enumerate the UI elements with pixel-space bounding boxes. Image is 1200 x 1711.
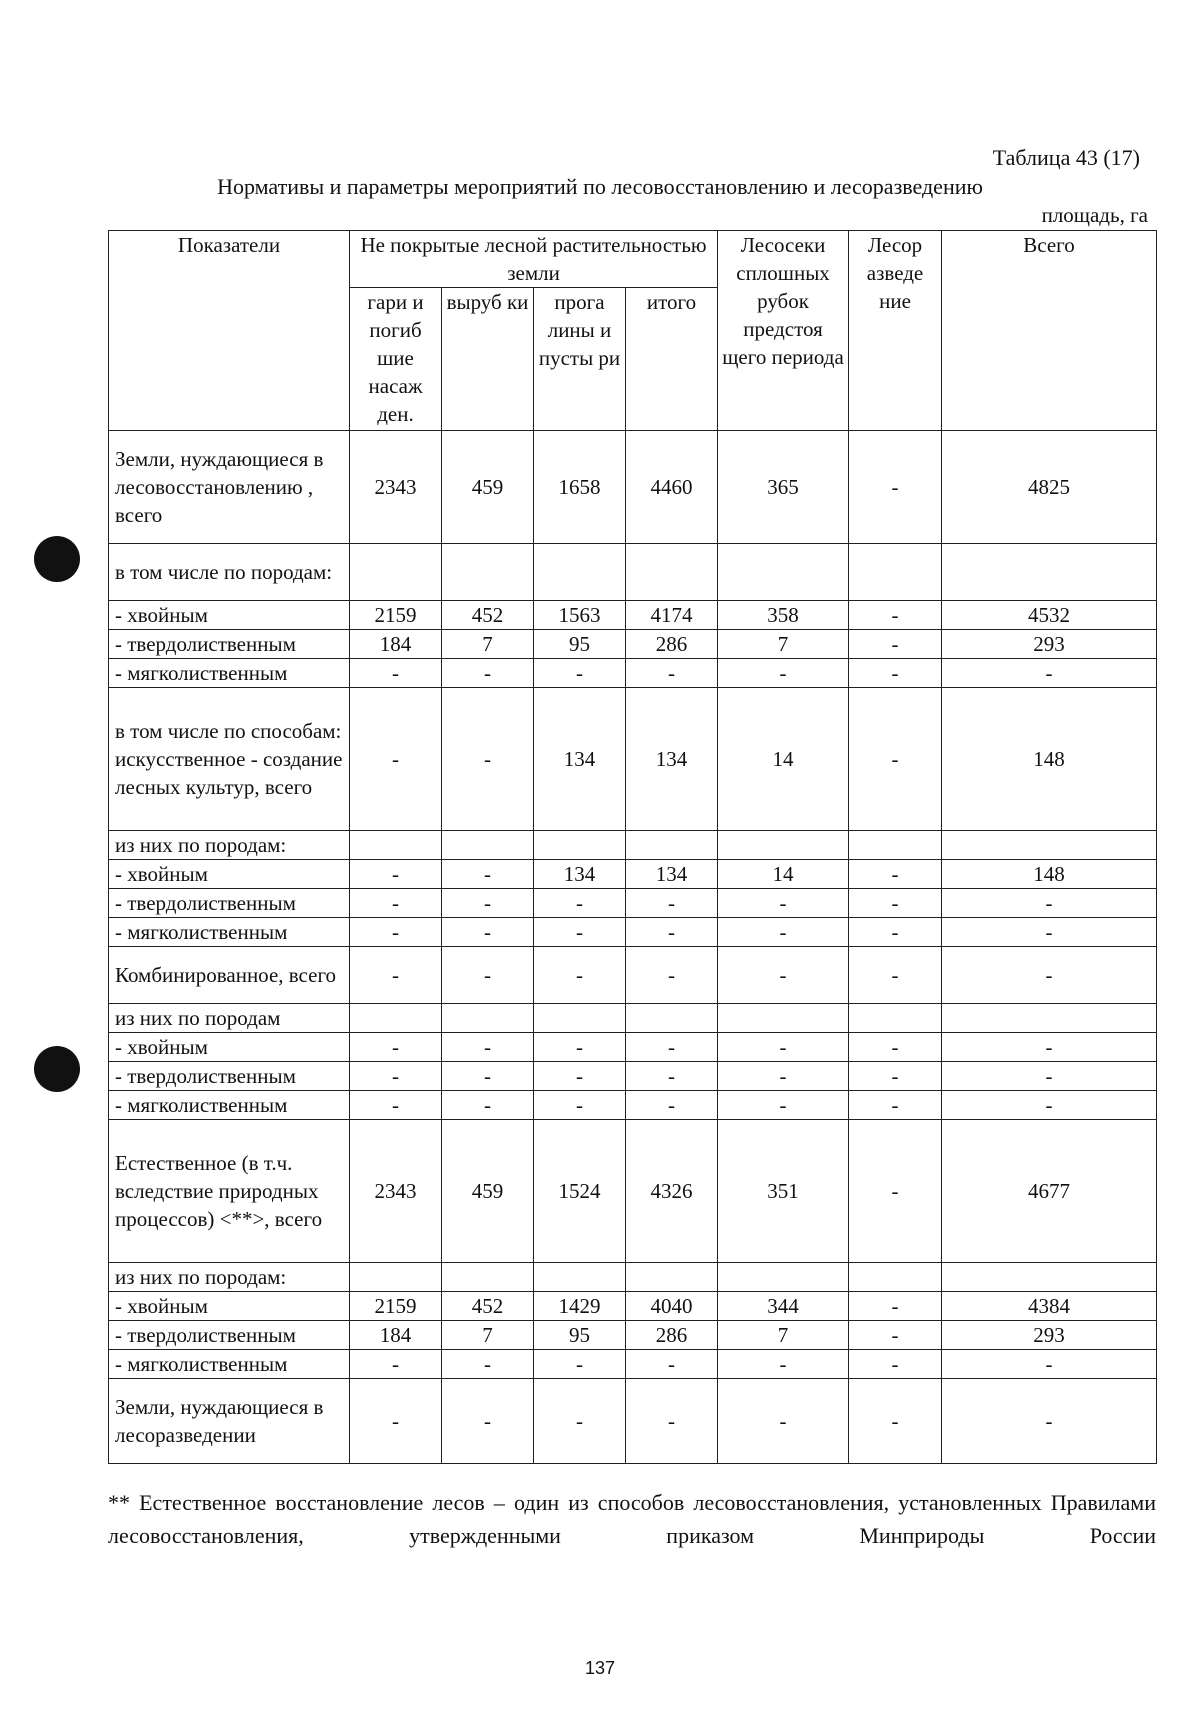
row-label: - хвойным bbox=[109, 1292, 350, 1321]
table-cell: - bbox=[942, 1379, 1157, 1464]
table-cell: - bbox=[534, 947, 626, 1004]
table-cell: - bbox=[942, 947, 1157, 1004]
table-row bbox=[109, 1292, 1157, 1321]
row-label: - мягколиственным bbox=[109, 659, 350, 688]
table-cell: - bbox=[534, 659, 626, 688]
table-cell: 184 bbox=[350, 1321, 442, 1350]
table-cell bbox=[534, 831, 626, 860]
table-cell: 4532 bbox=[942, 601, 1157, 630]
table-row bbox=[109, 1120, 1157, 1263]
table-cell: - bbox=[849, 1350, 942, 1379]
table-cell: - bbox=[350, 1033, 442, 1062]
table-cell: - bbox=[849, 630, 942, 659]
row-label: из них по породам bbox=[109, 1004, 350, 1033]
table-cell: - bbox=[442, 1379, 534, 1464]
table-cell bbox=[849, 544, 942, 601]
table-cell: - bbox=[534, 1033, 626, 1062]
table-cell: - bbox=[442, 1033, 534, 1062]
table-cell: - bbox=[718, 1350, 849, 1379]
table-cell: 184 bbox=[350, 630, 442, 659]
table-cell: 7 bbox=[442, 1321, 534, 1350]
table-cell: - bbox=[350, 947, 442, 1004]
table-cell bbox=[626, 1004, 718, 1033]
row-label: - хвойным bbox=[109, 1033, 350, 1062]
header-uncovered-lands: Не покрытые лесной растительностью земли bbox=[350, 231, 718, 288]
table-row bbox=[109, 1004, 1157, 1033]
table-cell: 293 bbox=[942, 1321, 1157, 1350]
table-row bbox=[109, 1263, 1157, 1292]
table-cell: - bbox=[626, 1033, 718, 1062]
table-cell: - bbox=[626, 1350, 718, 1379]
table-cell: 1658 bbox=[534, 431, 626, 544]
table-row bbox=[109, 659, 1157, 688]
table-cell bbox=[849, 831, 942, 860]
table-cell: - bbox=[718, 918, 849, 947]
table-cell: - bbox=[534, 1091, 626, 1120]
table-cell: - bbox=[442, 860, 534, 889]
table-cell: 365 bbox=[718, 431, 849, 544]
table-row bbox=[109, 831, 1157, 860]
table-cell bbox=[626, 1263, 718, 1292]
table-cell: 134 bbox=[626, 860, 718, 889]
table-cell bbox=[350, 1004, 442, 1033]
header-clearcuts: выруб ки bbox=[442, 288, 534, 431]
footnote: ** Естественное восстановление лесов – один из способов лесовосстановления, установленных Правилами лесовосстановления, утвержденными приказом Минприроды России bbox=[108, 1490, 1156, 1548]
table-cell: - bbox=[350, 659, 442, 688]
table-cell bbox=[350, 544, 442, 601]
table-cell: 134 bbox=[534, 688, 626, 831]
table-cell bbox=[942, 1263, 1157, 1292]
table-row bbox=[109, 1033, 1157, 1062]
table-cell: - bbox=[626, 659, 718, 688]
table-cell: 286 bbox=[626, 630, 718, 659]
table-cell: - bbox=[849, 601, 942, 630]
table-row bbox=[109, 1321, 1157, 1350]
table-cell: - bbox=[626, 889, 718, 918]
table-cell: - bbox=[534, 889, 626, 918]
table-cell: - bbox=[718, 947, 849, 1004]
binder-hole-top bbox=[34, 536, 80, 582]
table-cell: - bbox=[849, 1321, 942, 1350]
table-cell bbox=[442, 544, 534, 601]
table-cell bbox=[626, 831, 718, 860]
table-cell: - bbox=[350, 1062, 442, 1091]
table-cell: 4040 bbox=[626, 1292, 718, 1321]
table-cell: 4677 bbox=[942, 1120, 1157, 1263]
table-cell: - bbox=[626, 918, 718, 947]
table-cell: 452 bbox=[442, 1292, 534, 1321]
data-table bbox=[108, 230, 1157, 1464]
header-total: Всего bbox=[942, 231, 1157, 431]
table-cell: 7 bbox=[718, 630, 849, 659]
table-cell: 2159 bbox=[350, 1292, 442, 1321]
table-row bbox=[109, 1350, 1157, 1379]
table-cell: - bbox=[626, 947, 718, 1004]
binder-hole-bottom bbox=[34, 1046, 80, 1092]
table-cell: 286 bbox=[626, 1321, 718, 1350]
table-cell: 1524 bbox=[534, 1120, 626, 1263]
row-label: в том числе по способам: искусственное - создание лесных культур, всего bbox=[109, 688, 350, 831]
row-label: - твердолиственным bbox=[109, 1062, 350, 1091]
row-label: - мягколиственным bbox=[109, 1350, 350, 1379]
table-cell: 7 bbox=[442, 630, 534, 659]
table-cell: - bbox=[718, 1062, 849, 1091]
table-row bbox=[109, 1379, 1157, 1464]
table-row bbox=[109, 918, 1157, 947]
table-cell: 14 bbox=[718, 860, 849, 889]
table-cell: 2343 bbox=[350, 1120, 442, 1263]
table-cell: - bbox=[534, 1350, 626, 1379]
table-cell: 95 bbox=[534, 630, 626, 659]
table-cell: 2343 bbox=[350, 431, 442, 544]
header-upcoming-cuts: Лесосеки сплошных рубок предстоя щего периода bbox=[718, 231, 849, 431]
table-cell bbox=[626, 544, 718, 601]
table-cell: - bbox=[626, 1379, 718, 1464]
row-label: - хвойным bbox=[109, 601, 350, 630]
table-cell: - bbox=[849, 1033, 942, 1062]
table-cell bbox=[718, 544, 849, 601]
table-cell: - bbox=[350, 918, 442, 947]
table-cell: 1429 bbox=[534, 1292, 626, 1321]
table-cell: 134 bbox=[534, 860, 626, 889]
table-cell: 148 bbox=[942, 688, 1157, 831]
table-cell: - bbox=[718, 659, 849, 688]
table-cell bbox=[849, 1263, 942, 1292]
table-cell: - bbox=[942, 889, 1157, 918]
table-cell bbox=[942, 831, 1157, 860]
table-cell bbox=[442, 1263, 534, 1292]
units-label: площадь, га bbox=[1041, 203, 1148, 227]
table-cell: - bbox=[534, 918, 626, 947]
table-cell: - bbox=[849, 659, 942, 688]
table-cell: 7 bbox=[718, 1321, 849, 1350]
table-cell: - bbox=[849, 1120, 942, 1263]
table-cell bbox=[350, 831, 442, 860]
row-label: Комбинированное, всего bbox=[109, 947, 350, 1004]
table-cell: - bbox=[350, 1350, 442, 1379]
table-cell: 148 bbox=[942, 860, 1157, 889]
table-cell: - bbox=[849, 947, 942, 1004]
table-row bbox=[109, 601, 1157, 630]
table-cell: - bbox=[849, 688, 942, 831]
table-cell bbox=[942, 544, 1157, 601]
table-cell: - bbox=[849, 1379, 942, 1464]
table-cell: - bbox=[849, 1292, 942, 1321]
table-cell: - bbox=[942, 1350, 1157, 1379]
table-cell: - bbox=[442, 688, 534, 831]
table-cell: - bbox=[350, 860, 442, 889]
table-row bbox=[109, 544, 1157, 601]
table-cell: 358 bbox=[718, 601, 849, 630]
table-cell: - bbox=[849, 889, 942, 918]
row-label: - твердолиственным bbox=[109, 1321, 350, 1350]
row-label: - твердолиственным bbox=[109, 630, 350, 659]
table-cell bbox=[942, 1004, 1157, 1033]
table-cell: 351 bbox=[718, 1120, 849, 1263]
table-cell: - bbox=[534, 1062, 626, 1091]
table-row bbox=[109, 860, 1157, 889]
table-cell: - bbox=[442, 659, 534, 688]
table-cell: 4174 bbox=[626, 601, 718, 630]
table-cell: - bbox=[350, 1379, 442, 1464]
header-gaps: прога лины и пусты ри bbox=[534, 288, 626, 431]
table-cell: - bbox=[849, 860, 942, 889]
table-cell: - bbox=[849, 1062, 942, 1091]
table-row bbox=[109, 889, 1157, 918]
header-burned: гари и погиб шие насаж ден. bbox=[350, 288, 442, 431]
table-cell bbox=[534, 1004, 626, 1033]
table-cell: - bbox=[442, 889, 534, 918]
page-number: 137 bbox=[584, 1658, 616, 1678]
table-cell: - bbox=[442, 918, 534, 947]
header-indicators: Показатели bbox=[109, 231, 350, 431]
row-label: Земли, нуждающиеся в лесовосстановлению , всего bbox=[109, 431, 350, 544]
table-cell: - bbox=[442, 1350, 534, 1379]
table-cell: 1563 bbox=[534, 601, 626, 630]
table-cell bbox=[442, 831, 534, 860]
table-cell: - bbox=[942, 659, 1157, 688]
table-row bbox=[109, 630, 1157, 659]
table-cell: 459 bbox=[442, 431, 534, 544]
table-cell bbox=[442, 1004, 534, 1033]
table-cell: 452 bbox=[442, 601, 534, 630]
row-label: Естественное (в т.ч. вследствие природных процессов) <**>, всего bbox=[109, 1120, 350, 1263]
table-cell: - bbox=[718, 1091, 849, 1120]
table-cell bbox=[849, 1004, 942, 1033]
table-cell: - bbox=[442, 1091, 534, 1120]
table-cell: 14 bbox=[718, 688, 849, 831]
table-cell: - bbox=[718, 1379, 849, 1464]
table-cell: - bbox=[849, 918, 942, 947]
table-cell bbox=[718, 1263, 849, 1292]
table-cell: - bbox=[718, 889, 849, 918]
table-cell: 2159 bbox=[350, 601, 442, 630]
table-cell: 4460 bbox=[626, 431, 718, 544]
table-cell: 4825 bbox=[942, 431, 1157, 544]
table-cell: - bbox=[626, 1062, 718, 1091]
table-cell: 4384 bbox=[942, 1292, 1157, 1321]
table-cell: - bbox=[942, 1091, 1157, 1120]
table-row bbox=[109, 947, 1157, 1004]
table-cell bbox=[534, 544, 626, 601]
table-cell bbox=[718, 831, 849, 860]
row-label: из них по породам: bbox=[109, 831, 350, 860]
table-cell bbox=[718, 1004, 849, 1033]
table-cell: - bbox=[442, 947, 534, 1004]
table-cell: 4326 bbox=[626, 1120, 718, 1263]
table-cell: 459 bbox=[442, 1120, 534, 1263]
table-caption: Таблица 43 (17) bbox=[992, 145, 1140, 170]
table-cell: - bbox=[350, 1091, 442, 1120]
row-label: - мягколиственным bbox=[109, 1091, 350, 1120]
table-row bbox=[109, 431, 1157, 544]
table-row bbox=[109, 1091, 1157, 1120]
row-label: из них по породам: bbox=[109, 1263, 350, 1292]
table-cell: 95 bbox=[534, 1321, 626, 1350]
header-subtotal: итого bbox=[626, 288, 718, 431]
table-cell: - bbox=[849, 431, 942, 544]
table-cell: - bbox=[849, 1091, 942, 1120]
row-label: - мягколиственным bbox=[109, 918, 350, 947]
table-cell: 134 bbox=[626, 688, 718, 831]
table-cell: - bbox=[718, 1033, 849, 1062]
table-cell: - bbox=[942, 918, 1157, 947]
table-cell: - bbox=[442, 1062, 534, 1091]
row-label: в том числе по породам: bbox=[109, 544, 350, 601]
table-cell: 293 bbox=[942, 630, 1157, 659]
table-cell: - bbox=[942, 1033, 1157, 1062]
table-cell bbox=[350, 1263, 442, 1292]
table-cell: 344 bbox=[718, 1292, 849, 1321]
table-cell: - bbox=[350, 889, 442, 918]
header-afforestation: Лесор азведе ние bbox=[849, 231, 942, 431]
table-cell: - bbox=[626, 1091, 718, 1120]
row-label: - твердолиственным bbox=[109, 889, 350, 918]
table-cell bbox=[534, 1263, 626, 1292]
row-label: - хвойным bbox=[109, 860, 350, 889]
table-cell: - bbox=[534, 1379, 626, 1464]
table-row bbox=[109, 1062, 1157, 1091]
page-title: Нормативы и параметры мероприятий по лесовосстановлению и лесоразведению bbox=[217, 174, 983, 199]
table-cell: - bbox=[942, 1062, 1157, 1091]
table-row bbox=[109, 688, 1157, 831]
table-cell: - bbox=[350, 688, 442, 831]
row-label: Земли, нуждающиеся в лесоразведении bbox=[109, 1379, 350, 1464]
